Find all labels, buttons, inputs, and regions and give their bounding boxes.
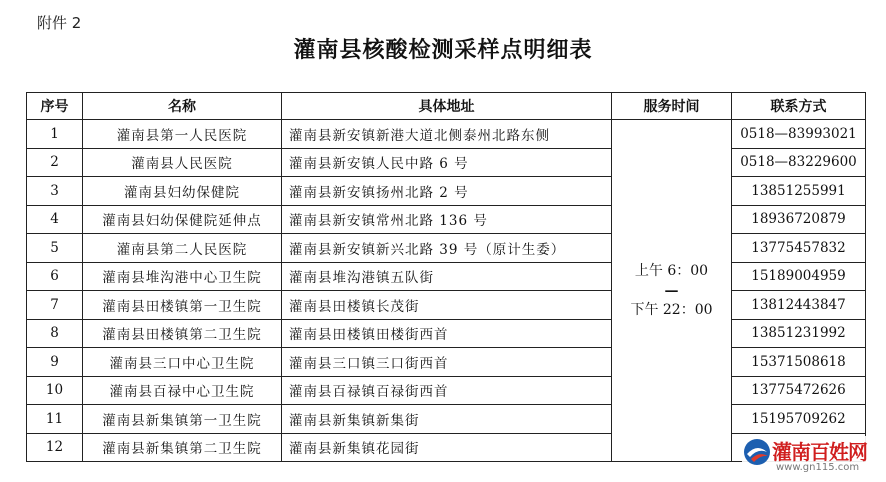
row-address: 灌南县堆沟港镇五队街 bbox=[282, 262, 612, 291]
row-name: 灌南县妇幼保健院延伸点 bbox=[83, 205, 282, 234]
row-name: 灌南县妇幼保健院 bbox=[83, 177, 282, 206]
row-seq: 6 bbox=[27, 262, 83, 291]
row-address: 灌南县新安镇人民中路 6 号 bbox=[282, 148, 612, 177]
row-name: 灌南县第二人民医院 bbox=[83, 234, 282, 263]
row-address: 灌南县新安镇常州北路 136 号 bbox=[282, 205, 612, 234]
row-seq: 2 bbox=[27, 148, 83, 177]
row-contact: 0518—83993021 bbox=[732, 120, 866, 149]
row-contact: 15371508618 bbox=[732, 348, 866, 377]
watermark-brand: 灌南百姓网 bbox=[772, 440, 867, 464]
header-contact: 联系方式 bbox=[732, 93, 866, 120]
table-header-row bbox=[27, 93, 866, 120]
service-hours-separator: — bbox=[664, 282, 679, 299]
table-row bbox=[27, 348, 866, 377]
row-seq: 11 bbox=[27, 405, 83, 434]
row-name: 灌南县新集镇第二卫生院 bbox=[83, 433, 282, 462]
row-name: 灌南县第一人民医院 bbox=[83, 120, 282, 149]
row-seq: 7 bbox=[27, 291, 83, 320]
service-hours-start: 上午 6：00 bbox=[634, 262, 709, 279]
header-name: 名称 bbox=[83, 93, 282, 120]
row-address: 灌南县新安镇新港大道北侧泰州北路东侧 bbox=[282, 120, 612, 149]
row-seq: 5 bbox=[27, 234, 83, 263]
row-seq: 12 bbox=[27, 433, 83, 462]
header-seq: 序号 bbox=[27, 93, 83, 120]
row-seq: 1 bbox=[27, 120, 83, 149]
table-row bbox=[27, 433, 866, 462]
row-contact: 13851255991 bbox=[732, 177, 866, 206]
header-address: 具体地址 bbox=[282, 93, 612, 120]
table-row bbox=[27, 177, 866, 206]
row-seq: 4 bbox=[27, 205, 83, 234]
header-hours: 服务时间 bbox=[612, 93, 732, 120]
row-name: 灌南县三口中心卫生院 bbox=[83, 348, 282, 377]
watermark-url: www.gn115.com bbox=[776, 462, 860, 473]
row-seq: 3 bbox=[27, 177, 83, 206]
row-contact: 18936720879 bbox=[732, 205, 866, 234]
row-address: 灌南县百禄镇百禄街西首 bbox=[282, 376, 612, 405]
row-address: 灌南县田楼镇田楼街西首 bbox=[282, 319, 612, 348]
table-row bbox=[27, 120, 866, 149]
table-row bbox=[27, 234, 866, 263]
row-address: 灌南县新安镇新兴北路 39 号（原计生委） bbox=[282, 234, 612, 263]
row-name: 灌南县人民医院 bbox=[83, 148, 282, 177]
table-row bbox=[27, 148, 866, 177]
row-contact: 13812443847 bbox=[732, 291, 866, 320]
service-hours-cell bbox=[612, 120, 732, 462]
table-row bbox=[27, 205, 866, 234]
logo-icon bbox=[742, 437, 772, 467]
row-seq: 8 bbox=[27, 319, 83, 348]
row-seq: 10 bbox=[27, 376, 83, 405]
row-address: 灌南县三口镇三口街西首 bbox=[282, 348, 612, 377]
attachment-label: 附件 2 bbox=[37, 14, 82, 32]
row-name: 灌南县百禄中心卫生院 bbox=[83, 376, 282, 405]
sampling-sites-table bbox=[26, 92, 866, 462]
row-address: 灌南县新集镇新集街 bbox=[282, 405, 612, 434]
row-contact: 15195709262 bbox=[732, 405, 866, 434]
row-name: 灌南县田楼镇第一卫生院 bbox=[83, 291, 282, 320]
table-row bbox=[27, 405, 866, 434]
row-contact: 0518—83229600 bbox=[732, 148, 866, 177]
site-watermark bbox=[742, 436, 880, 476]
row-name: 灌南县堆沟港中心卫生院 bbox=[83, 262, 282, 291]
table-row bbox=[27, 319, 866, 348]
service-hours-end: 下午 22：00 bbox=[630, 301, 713, 318]
table-row bbox=[27, 376, 866, 405]
row-address: 灌南县新安镇扬州北路 2 号 bbox=[282, 177, 612, 206]
row-contact: 13775472626 bbox=[732, 376, 866, 405]
table-row bbox=[27, 291, 866, 320]
page-title: 灌南县核酸检测采样点明细表 bbox=[293, 37, 593, 63]
row-contact: 15189004959 bbox=[732, 262, 866, 291]
row-seq: 9 bbox=[27, 348, 83, 377]
row-name: 灌南县新集镇第一卫生院 bbox=[83, 405, 282, 434]
table-row bbox=[27, 262, 866, 291]
row-name: 灌南县田楼镇第二卫生院 bbox=[83, 319, 282, 348]
row-address: 灌南县新集镇花园街 bbox=[282, 433, 612, 462]
row-contact: 13775457832 bbox=[732, 234, 866, 263]
row-contact: 13851231992 bbox=[732, 319, 866, 348]
row-address: 灌南县田楼镇长茂街 bbox=[282, 291, 612, 320]
